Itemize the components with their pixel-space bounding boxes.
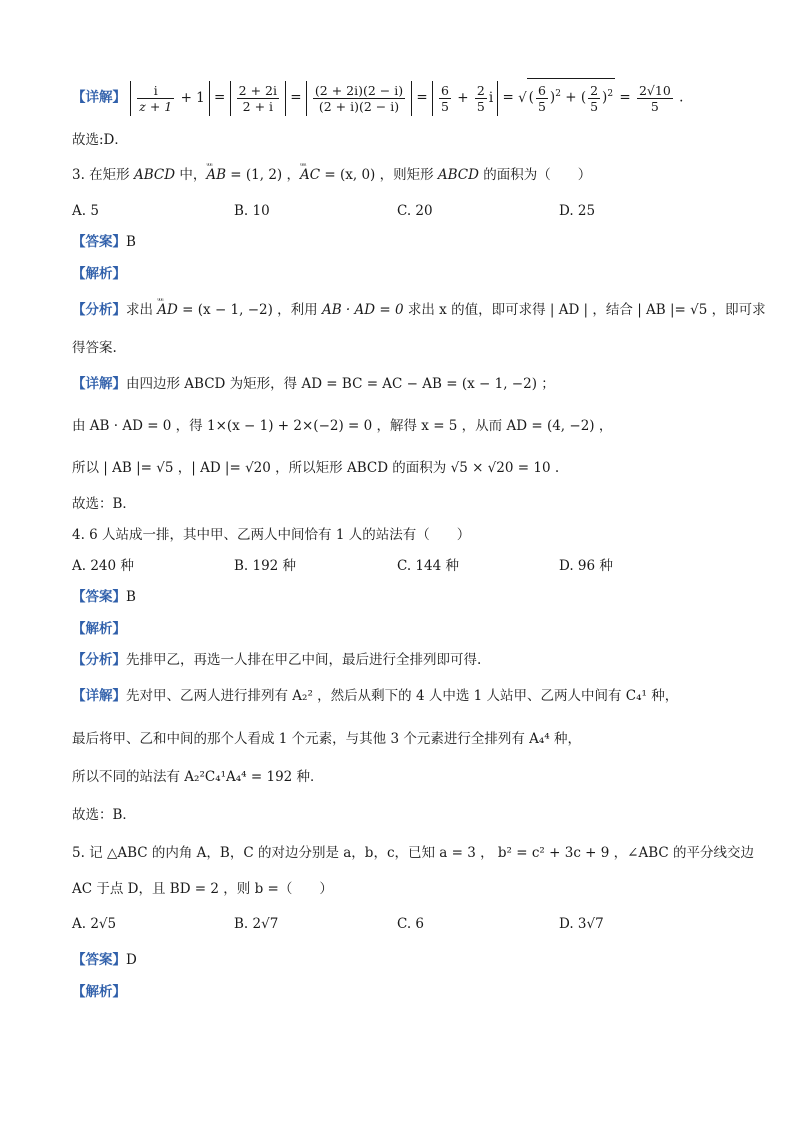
q3-analysis-tag: 【解析】	[72, 266, 126, 282]
q2-detail-line: 【详解】 $\frac{i}{z + 1}$ + 1 = $\frac{2 + 2i}{2 + i}$ = $\frac{(2 + 2i)(2 - i)}{(2 + i)(2 - i)}$ = $\frac{6}{5}$ + $\frac{2}{5}$ i = √( $\frac{6}{5}$ )$^2$ + ( $\frac{2}{5}$ )$^2$ = $\frac{2√10}{5}$ .	[72, 78, 683, 116]
q5-option-b: B. 2√7	[234, 916, 279, 932]
q4-answer: 【答案】B	[72, 589, 136, 605]
q4-stem: 4. 6 人站成一排，其中甲、乙两人中间恰有 1 人的站法有（ ）	[72, 527, 471, 543]
abs-expression	[306, 81, 412, 116]
q3-detail-2: 由 AB · AD = 0 ，得 1×(x − 1) + 2×(−2) = 0 ，解得 x = 5 ，从而 AD = (4, −2) ，	[72, 418, 613, 434]
q3-stem: 3. 在矩形 ABCD 中，ᵘᵘᵘ AB = (1, 2) ，ᵘᵘᵘ AC = (x, 0) ，则矩形 ABCD 的面积为（ ）	[72, 165, 591, 185]
fraction: $\frac{6}{5}$	[441, 82, 449, 114]
detail-tag: 【详解】	[72, 89, 126, 106]
q5-answer: 【答案】D	[72, 952, 137, 968]
q4-fenxi: 【分析】先排甲乙，再选一人排在甲乙中间，最后进行全排列即可得.	[72, 652, 482, 668]
abs-expression: $\frac{i}{z + 1}$ + 1	[130, 81, 209, 116]
q3-fenxi: 【分析】求出 ᵘᵘᵘ AD = (x − 1, −2) ，利用 AB · AD = 0 求出 x 的值，即可求得 | AD | ，结合 | AB |= √5 ，即可求	[72, 300, 766, 320]
q5-analysis-tag: 【解析】	[72, 984, 126, 1000]
q3-detail-3: 所以 | AB |= √5 ，| AD |= √20 ，所以矩形 ABCD 的面积为 √5 × √20 = 10 .	[72, 460, 560, 476]
q4-detail-3: 所以不同的站法有 A₂²C₄¹A₄⁴ = 192 种．	[72, 769, 324, 785]
fraction: $\frac{2√10}{5}$	[638, 82, 671, 114]
q5-option-c: C. 6	[397, 916, 425, 932]
q3-detail-1: 【详解】由四边形 ABCD 为矩形，得 AD = BC = AC − AB = (x − 1, −2) ；	[72, 376, 555, 392]
q3-option-c: C. 20	[397, 203, 433, 219]
q5-stem-2: AC 于点 D，且 BD = 2 ，则 b =（ ）	[72, 881, 333, 897]
fraction: $\frac{6}{5}$	[537, 82, 546, 114]
q4-analysis-tag: 【解析】	[72, 621, 126, 637]
q4-option-b: B. 192 种	[234, 558, 297, 574]
abs-expression: $\frac{6}{5}$ + $\frac{2}{5}$ i	[432, 81, 498, 116]
q4-detail-2: 最后将甲、乙和中间的那个人看成 1 个元素，与其他 3 个元素进行全排列有 A₄⁴ 种，	[72, 731, 581, 747]
fraction: $\frac{2 + 2i}{2 + i}$	[238, 82, 277, 114]
q3-choice: 故选：B．	[72, 496, 136, 512]
q4-option-a: A. 240 种	[72, 558, 134, 574]
fraction: $\frac{i}{z + 1}$	[139, 82, 173, 114]
sqrt-expression: √( $\frac{6}{5}$ )$^2$ + ( $\frac{2}{5}$ )$^2$	[518, 90, 615, 106]
q2-choice: 故选:D．	[72, 132, 128, 148]
q4-detail-1: 【详解】先对甲、乙两人进行排列有 A₂² ，然后从剩下的 4 人中选 1 人站甲、乙两人中间有 C₄¹ 种，	[72, 688, 679, 704]
q4-option-c: C. 144 种	[397, 558, 459, 574]
q3-option-d: D. 25	[559, 203, 596, 219]
q3-option-a: A. 5	[72, 203, 99, 219]
q5-stem-1: 5. 记 △ABC 的内角 A，B，C 的对边分别是 a，b，c，已知 a = 3 ， b² = c² + 3c + 9 ，∠ABC 的平分线交边	[72, 845, 755, 861]
q3-option-b: B. 10	[234, 203, 270, 219]
abs-expression	[230, 81, 286, 116]
q5-option-a: A. 2√5	[72, 916, 117, 932]
q3-answer: 【答案】B	[72, 234, 136, 250]
fraction: $\frac{2}{5}$	[590, 82, 599, 114]
q4-choice: 故选：B．	[72, 807, 136, 823]
fraction: $\frac{2}{5}$	[476, 82, 485, 114]
q5-option-d: D. 3√7	[559, 916, 604, 932]
q3-fenxi-cont: 得答案.	[72, 340, 117, 356]
q4-option-d: D. 96 种	[559, 558, 613, 574]
fraction: $\frac{(2 + 2i)(2 - i)}{(2 + i)(2 - i)}$	[314, 82, 404, 114]
